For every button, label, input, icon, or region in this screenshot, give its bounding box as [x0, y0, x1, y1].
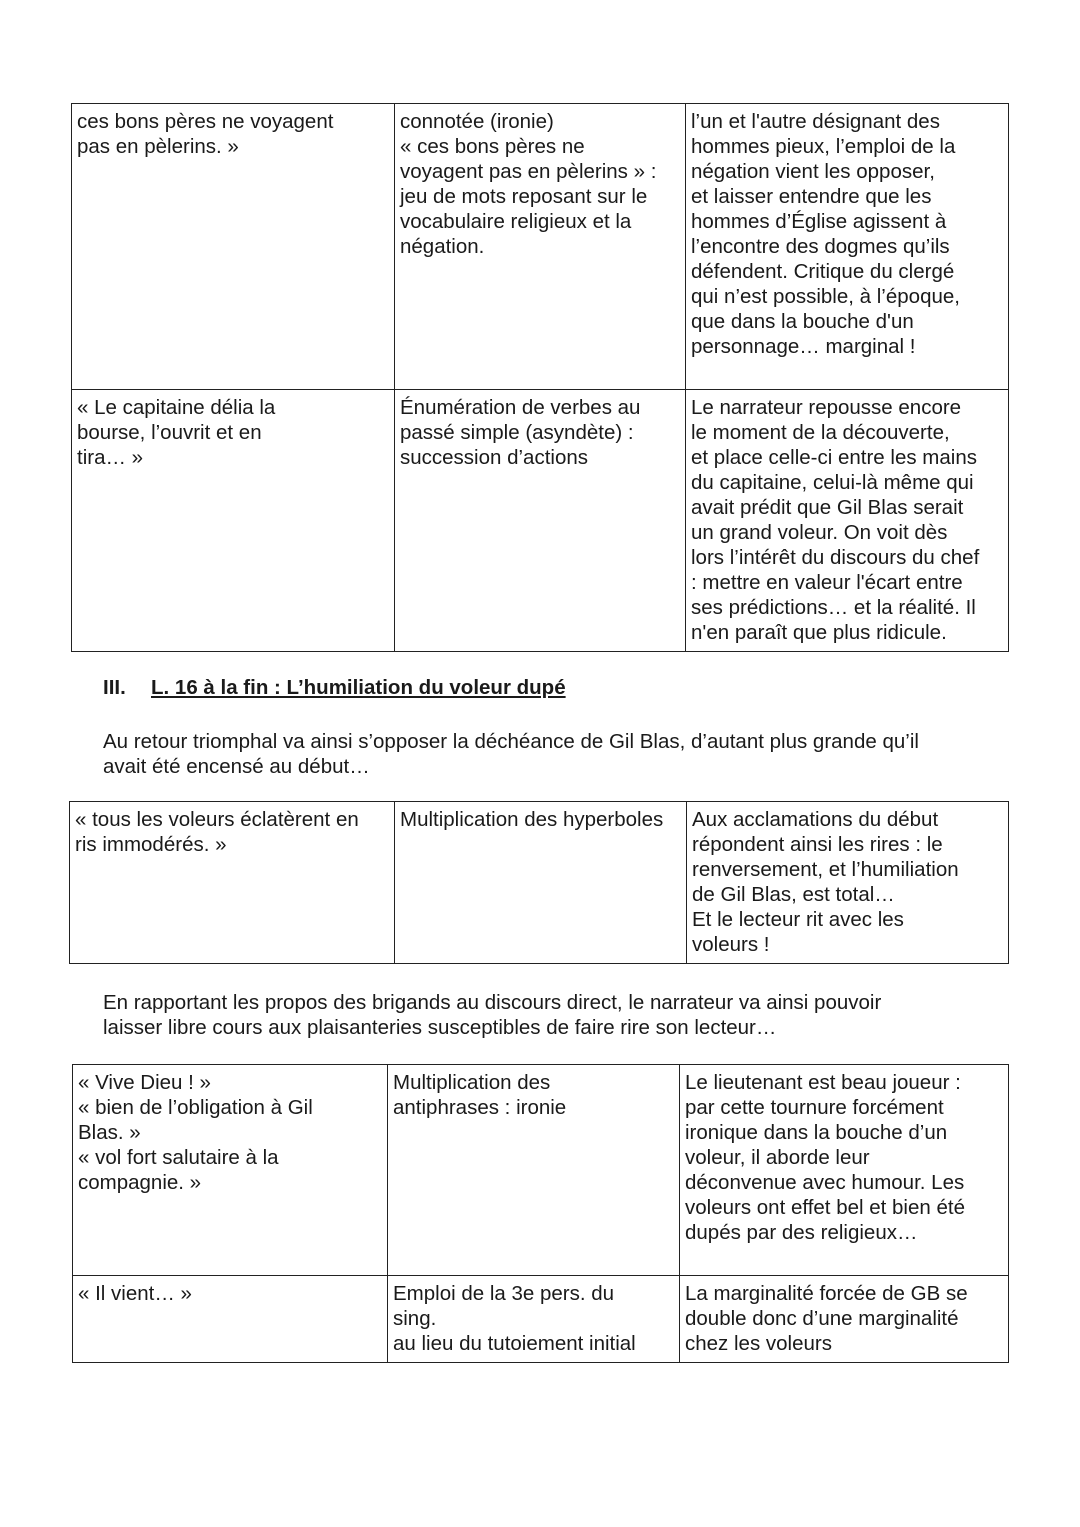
- quote-cell: [70, 802, 395, 964]
- text-line: Et le lecteur rit avec les: [692, 908, 904, 931]
- text-line: double donc d’une marginalité: [685, 1307, 959, 1330]
- text-line: Aux acclamations du début: [692, 808, 939, 831]
- section-heading: [103, 676, 566, 700]
- table-row: [72, 390, 1009, 652]
- text-line: tira… »: [77, 446, 144, 469]
- text-line: voleurs ont effet bel et bien été: [685, 1196, 965, 1219]
- analysis-table-3: [72, 1064, 1009, 1363]
- text-line: négation vient les opposer,: [691, 160, 935, 183]
- text-line: qui n’est possible, à l’époque,: [691, 285, 960, 308]
- text-line: hommes pieux, l’emploi de la: [691, 135, 956, 158]
- text-line: ironique dans la bouche d’un: [685, 1121, 948, 1144]
- text-line: passé simple (asyndète) :: [400, 421, 634, 444]
- text-line: défendent. Critique du clergé: [691, 260, 955, 283]
- text-line: Énumération de verbes au: [400, 396, 641, 419]
- text-line: La marginalité forcée de GB se: [685, 1282, 968, 1305]
- device-cell: [388, 1065, 680, 1276]
- text-line: le moment de la découverte,: [691, 421, 950, 444]
- interpretation-cell: [680, 1276, 1009, 1363]
- analysis-table-1: [71, 103, 1009, 652]
- text-line: ses prédictions… et la réalité. Il: [691, 596, 976, 619]
- text-line: Le lieutenant est beau joueur :: [685, 1071, 961, 1094]
- quote-cell: [73, 1065, 388, 1276]
- text-line: « ces bons pères ne: [400, 135, 585, 158]
- text-line: un grand voleur. On voit dès: [691, 521, 948, 544]
- text-line: Emploi de la 3e pers. du: [393, 1282, 615, 1305]
- analysis-table-2: [69, 801, 1009, 964]
- text-line: vocabulaire religieux et la: [400, 210, 632, 233]
- text-line: succession d’actions: [400, 446, 589, 469]
- text-line: renversement, et l’humiliation: [692, 858, 959, 881]
- text-line: « bien de l’obligation à Gil: [78, 1096, 313, 1119]
- text-line: l’un et l'autre désignant des: [691, 110, 940, 133]
- text-line: pas en pèlerins. »: [77, 135, 239, 158]
- text-line: avait été encensé au début…: [103, 755, 370, 778]
- text-line: dupés par des religieux…: [685, 1221, 918, 1244]
- table-row: [70, 802, 1009, 964]
- transition-paragraph: [103, 990, 1003, 1040]
- text-line: « Il vient… »: [78, 1282, 192, 1305]
- text-line: chez les voleurs: [685, 1332, 832, 1355]
- text-line: par cette tournure forcément: [685, 1096, 944, 1119]
- text-line: En rapportant les propos des brigands au discours direct, le narrateur va ainsi pouvoir: [103, 991, 882, 1014]
- text-line: ris immodérés. »: [75, 833, 227, 856]
- text-line: l’encontre des dogmes qu’ils: [691, 235, 950, 258]
- text-line: hommes d’Église agissent à: [691, 210, 947, 233]
- text-line: « Vive Dieu ! »: [78, 1071, 211, 1094]
- text-line: Blas. »: [78, 1121, 141, 1144]
- text-line: « Le capitaine délia la: [77, 396, 276, 419]
- text-line: personnage… marginal !: [691, 335, 916, 358]
- quote-cell: [73, 1276, 388, 1363]
- device-cell: [388, 1276, 680, 1363]
- text-line: Le narrateur repousse encore: [691, 396, 962, 419]
- text-line: du capitaine, celui-là même qui: [691, 471, 974, 494]
- text-line: Au retour triomphal va ainsi s’opposer la déchéance de Gil Blas, d’autant plus grande qu’il: [103, 730, 919, 753]
- text-line: Multiplication des hyperboles: [400, 808, 664, 831]
- text-line: et laisser entendre que les: [691, 185, 932, 208]
- text-line: « tous les voleurs éclatèrent en: [75, 808, 359, 831]
- interpretation-cell: [686, 104, 1009, 390]
- table-row: [73, 1065, 1009, 1276]
- text-line: que dans la bouche d'un: [691, 310, 914, 333]
- quote-cell: [72, 104, 395, 390]
- text-line: ces bons pères ne voyagent: [77, 110, 334, 133]
- text-line: laisser libre cours aux plaisanteries susceptibles de faire rire son lecteur…: [103, 1016, 777, 1039]
- text-line: sing.: [393, 1307, 437, 1330]
- text-line: déconvenue avec humour. Les: [685, 1171, 965, 1194]
- text-line: voleurs !: [692, 933, 770, 956]
- text-line: de Gil Blas, est total…: [692, 883, 895, 906]
- text-line: : mettre en valeur l'écart entre: [691, 571, 963, 594]
- text-line: voyagent pas en pèlerins » :: [400, 160, 657, 183]
- intro-paragraph: [103, 729, 1003, 779]
- text-line: au lieu du tutoiement initial: [393, 1332, 636, 1355]
- device-cell: [395, 390, 686, 652]
- quote-cell: [72, 390, 395, 652]
- text-line: compagnie. »: [78, 1171, 202, 1194]
- table-row: [73, 1276, 1009, 1363]
- section-number: III.: [103, 676, 126, 699]
- text-line: avait prédit que Gil Blas serait: [691, 496, 964, 519]
- interpretation-cell: [687, 802, 1009, 964]
- text-line: et place celle-ci entre les mains: [691, 446, 977, 469]
- text-line: répondent ainsi les rires : le: [692, 833, 943, 856]
- text-line: négation.: [400, 235, 485, 258]
- text-line: antiphrases : ironie: [393, 1096, 567, 1119]
- section-title-text: L. 16 à la fin : L’humiliation du voleur dupé: [151, 676, 566, 699]
- text-line: voleur, il aborde leur: [685, 1146, 870, 1169]
- text-line: jeu de mots reposant sur le: [400, 185, 648, 208]
- text-line: connotée (ironie): [400, 110, 554, 133]
- text-line: n'en paraît que plus ridicule.: [691, 621, 947, 644]
- interpretation-cell: [680, 1065, 1009, 1276]
- table-row: [72, 104, 1009, 390]
- text-line: bourse, l’ouvrit et en: [77, 421, 262, 444]
- text-line: « vol fort salutaire à la: [78, 1146, 279, 1169]
- device-cell: [395, 802, 687, 964]
- device-cell: [395, 104, 686, 390]
- text-line: lors l’intérêt du discours du chef: [691, 546, 980, 569]
- interpretation-cell: [686, 390, 1009, 652]
- text-line: Multiplication des: [393, 1071, 551, 1094]
